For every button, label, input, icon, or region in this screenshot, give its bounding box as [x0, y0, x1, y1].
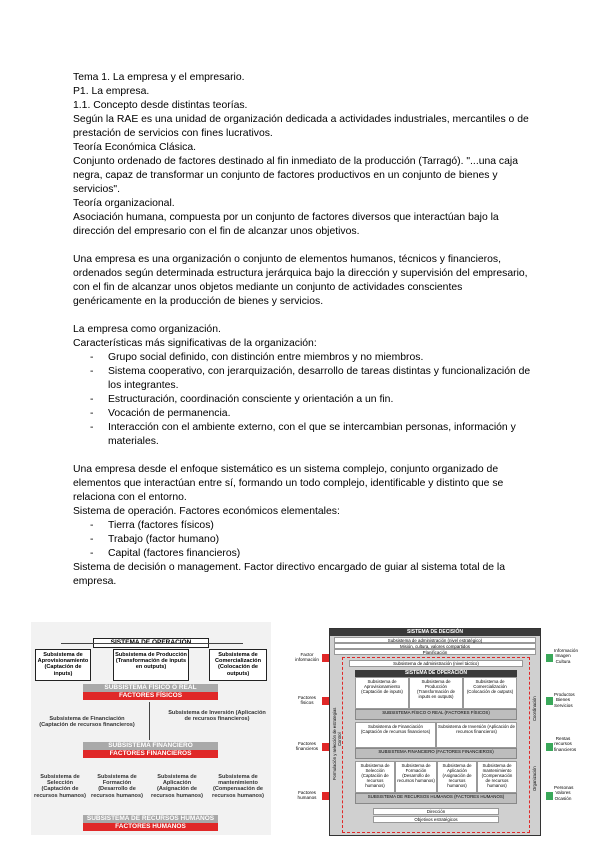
physical-subsystem-band	[83, 684, 218, 700]
output-information: Información Imagen Cultura	[554, 648, 579, 664]
procurement-cell: Subsistema de Aprovisionamiento (Captación de inputs)	[355, 677, 409, 709]
selection-text: Subsistema de Selección (Captación de recursos humanos)	[34, 774, 86, 799]
section-heading: P1. La empresa.	[73, 86, 150, 97]
list-item: - Trabajo (factor humano)	[108, 533, 533, 547]
hr-subsystem-band	[83, 815, 218, 831]
band-subtitle: FACTORES HUMANOS	[83, 823, 218, 831]
input-information: Factor información	[295, 652, 319, 663]
input-physical: Factores físicos	[298, 695, 316, 706]
strategy-vertical-label: Formulación y selección de estrategias	[332, 707, 337, 781]
decision-title: SISTEMA DE DECISIÓN	[330, 629, 540, 636]
list-item: - Grupo social definido, con distinción entre miembros y no miembros.	[108, 351, 533, 365]
investment-cell: Subsistema de Inversión (Aplicación de recursos financieros)	[436, 722, 517, 748]
paragraph: Teoría Económica Clásica.	[73, 142, 197, 153]
band-title: SUBSISTEMA FINANCIERO	[83, 742, 218, 750]
paragraph: Asociación humana, compuesta por un conjunto de factores diversos que interactúan bajo la dirección del empresario con el fin de alcanzar unos objetivos.	[73, 212, 499, 237]
document-body	[73, 71, 533, 589]
input-arrow-icon	[322, 792, 329, 800]
paragraph: Una empresa desde el enfoque sistemático es un sistema complejo, conjunto organizado de elementos que interactúan entre sí, formando un todo complejo, identificable y distinto que se relaciona con el entorno.	[73, 464, 504, 503]
doc-title: Tema 1. La empresa y el empresario.	[73, 72, 245, 83]
decision-system-frame	[329, 628, 541, 836]
list-item: - Tierra (factores físicos)	[108, 519, 533, 533]
paragraph: Características más significativas de la organización:	[73, 338, 317, 349]
paragraph: Sistema de operación. Factores económicos elementales:	[73, 506, 340, 517]
subsection-heading: 1.1. Concepto desde distintas teorías.	[73, 100, 248, 111]
list-item: - Vocación de permanencia.	[108, 407, 533, 421]
production-cell: Subsistema de Producción (Transformación de inputs en outputs)	[409, 677, 463, 709]
output-arrow-icon	[546, 654, 553, 662]
characteristics-list	[73, 351, 533, 449]
financial-band: SUBSISTEMA FINANCIERO (FACTORES FINANCIEROS)	[355, 748, 517, 759]
training-cell: Subsistema de Formación (Desarrollo de recursos humanos)	[395, 761, 437, 793]
training-text: Subsistema de Formación (Desarrollo de recursos humanos)	[91, 774, 143, 799]
dashed-boundary	[342, 657, 530, 833]
list-item: - Sistema cooperativo, con jerarquización, desarrollo de tareas distintas y funcionalización de los integrantes.	[108, 365, 533, 393]
paragraph: Conjunto ordenado de factores destinado al fin inmediato de la producción (Tarragó). "...una caja negra, capaz de transformar un conjunto de factores productivos en un conjunto de bienes y servicios".	[73, 156, 518, 195]
production-box: Subsistema de Producción (Transformación de inputs en outputs)	[113, 649, 189, 681]
output-rents: Rentas recursos financieros	[554, 736, 577, 752]
list-item: - Estructuración, coordinación consciente y orientación a un fin.	[108, 393, 533, 407]
output-arrow-icon	[546, 697, 553, 705]
input-human: Factores humanos	[297, 790, 317, 801]
procurement-box: Subsistema de Aprovisionamiento (Captación de inputs)	[35, 649, 91, 681]
paragraph: Según la RAE es una unidad de organización dedicada a actividades industriales, mercantiles o de prestación de servicios con fines lucrativos.	[73, 114, 529, 139]
output-products: Productos Bienes Servicios	[554, 692, 575, 708]
investment-text: Subsistema de Inversión (Aplicación de recursos financieros)	[168, 710, 266, 723]
input-arrow-icon	[322, 697, 329, 705]
band-title: SUBSISTEMA FÍSICO O REAL	[83, 684, 218, 692]
connector-line	[61, 643, 243, 644]
financing-text: Subsistema de Financiación (Captación de recursos financieros)	[39, 716, 135, 729]
paragraph: La empresa como organización.	[73, 324, 221, 335]
input-financial: Factores financieros	[295, 741, 319, 752]
hr-band: SUBSISTEMA DE RECURSOS HUMANOS (FACTORES HUMANOS)	[355, 793, 517, 804]
band-subtitle: FACTORES FÍSICOS	[83, 692, 218, 700]
output-people: Personas Valores Ocasión	[554, 785, 574, 801]
control-vertical-label: Control	[337, 732, 342, 746]
financial-subsystem-band	[83, 742, 218, 758]
objectives-row: Objetivos estratégicos	[373, 816, 499, 823]
input-arrow-icon	[322, 743, 329, 751]
decision-system-diagram	[292, 622, 579, 840]
band-subtitle: FACTORES FINANCIEROS	[83, 750, 218, 758]
list-item: - Capital (factores financieros)	[108, 547, 533, 561]
coordination-vertical-label: Coordinación	[532, 696, 537, 722]
commercialization-box: Subsistema de Comercialización (Colocación de outputs)	[209, 649, 267, 681]
direction-row: Dirección	[373, 808, 499, 815]
maintenance-cell: Subsistema de mantenimiento (Compensación de recursos humanos)	[477, 761, 517, 793]
output-arrow-icon	[546, 792, 553, 800]
strategic-admin: Subsistema de administración (nivel estratégico)	[334, 637, 536, 643]
paragraph: Teoría organizacional.	[73, 198, 175, 209]
planning-row: Planificación	[334, 649, 536, 655]
commercialization-cell: Subsistema de Comercialización (Colocación de outputs)	[463, 677, 517, 709]
output-arrow-icon	[546, 743, 553, 751]
connector-line	[149, 702, 150, 740]
mission-row: Misión, cultura, valores compartidos	[334, 643, 536, 649]
factors-list	[73, 519, 533, 561]
physical-band: SUBSISTEMA FÍSICO O REAL (FACTORES FÍSICOS)	[355, 709, 517, 720]
band-title: SUBSISTEMA DE RECURSOS HUMANOS	[83, 815, 218, 823]
financing-cell: Subsistema de Financiación (Captación de recursos financieros)	[355, 722, 436, 748]
organization-vertical-label: Organización	[532, 766, 537, 792]
operation-system-diagram	[31, 622, 271, 835]
tactical-admin: Subsistema de administración (nivel táctico)	[349, 660, 523, 667]
operation-title: SISTEMA DE OPERACIÓN	[355, 670, 517, 677]
list-item: - Interacción con el ambiente externo, con el que se intercambian personas, información y materiales.	[108, 421, 533, 449]
paragraph: Una empresa es una organización o conjunto de elementos humanos, técnicos y financieros, ordenados según determinada estructura jerárquica bajo la dirección y supervisión del empresario, con el fin de alcanzar unos objetos mediante un conjunto de actividades conscientes genéricamente en la producción de bienes y servicios.	[73, 254, 528, 307]
selection-cell: Subsistema de Selección (Captación de recursos humanos)	[355, 761, 395, 793]
input-arrow-icon	[322, 654, 329, 662]
application-cell: Subsistema de Aplicación (Asignación de recursos humanos)	[437, 761, 477, 793]
paragraph: Sistema de decisión o management. Factor directivo encargado de guiar al sistema total de la empresa.	[73, 562, 506, 587]
application-text: Subsistema de Aplicación (Asignación de recursos humanos)	[151, 774, 203, 799]
maintenance-text: Subsistema de mantenimiento (Compensación de recursos humanos)	[212, 774, 264, 799]
